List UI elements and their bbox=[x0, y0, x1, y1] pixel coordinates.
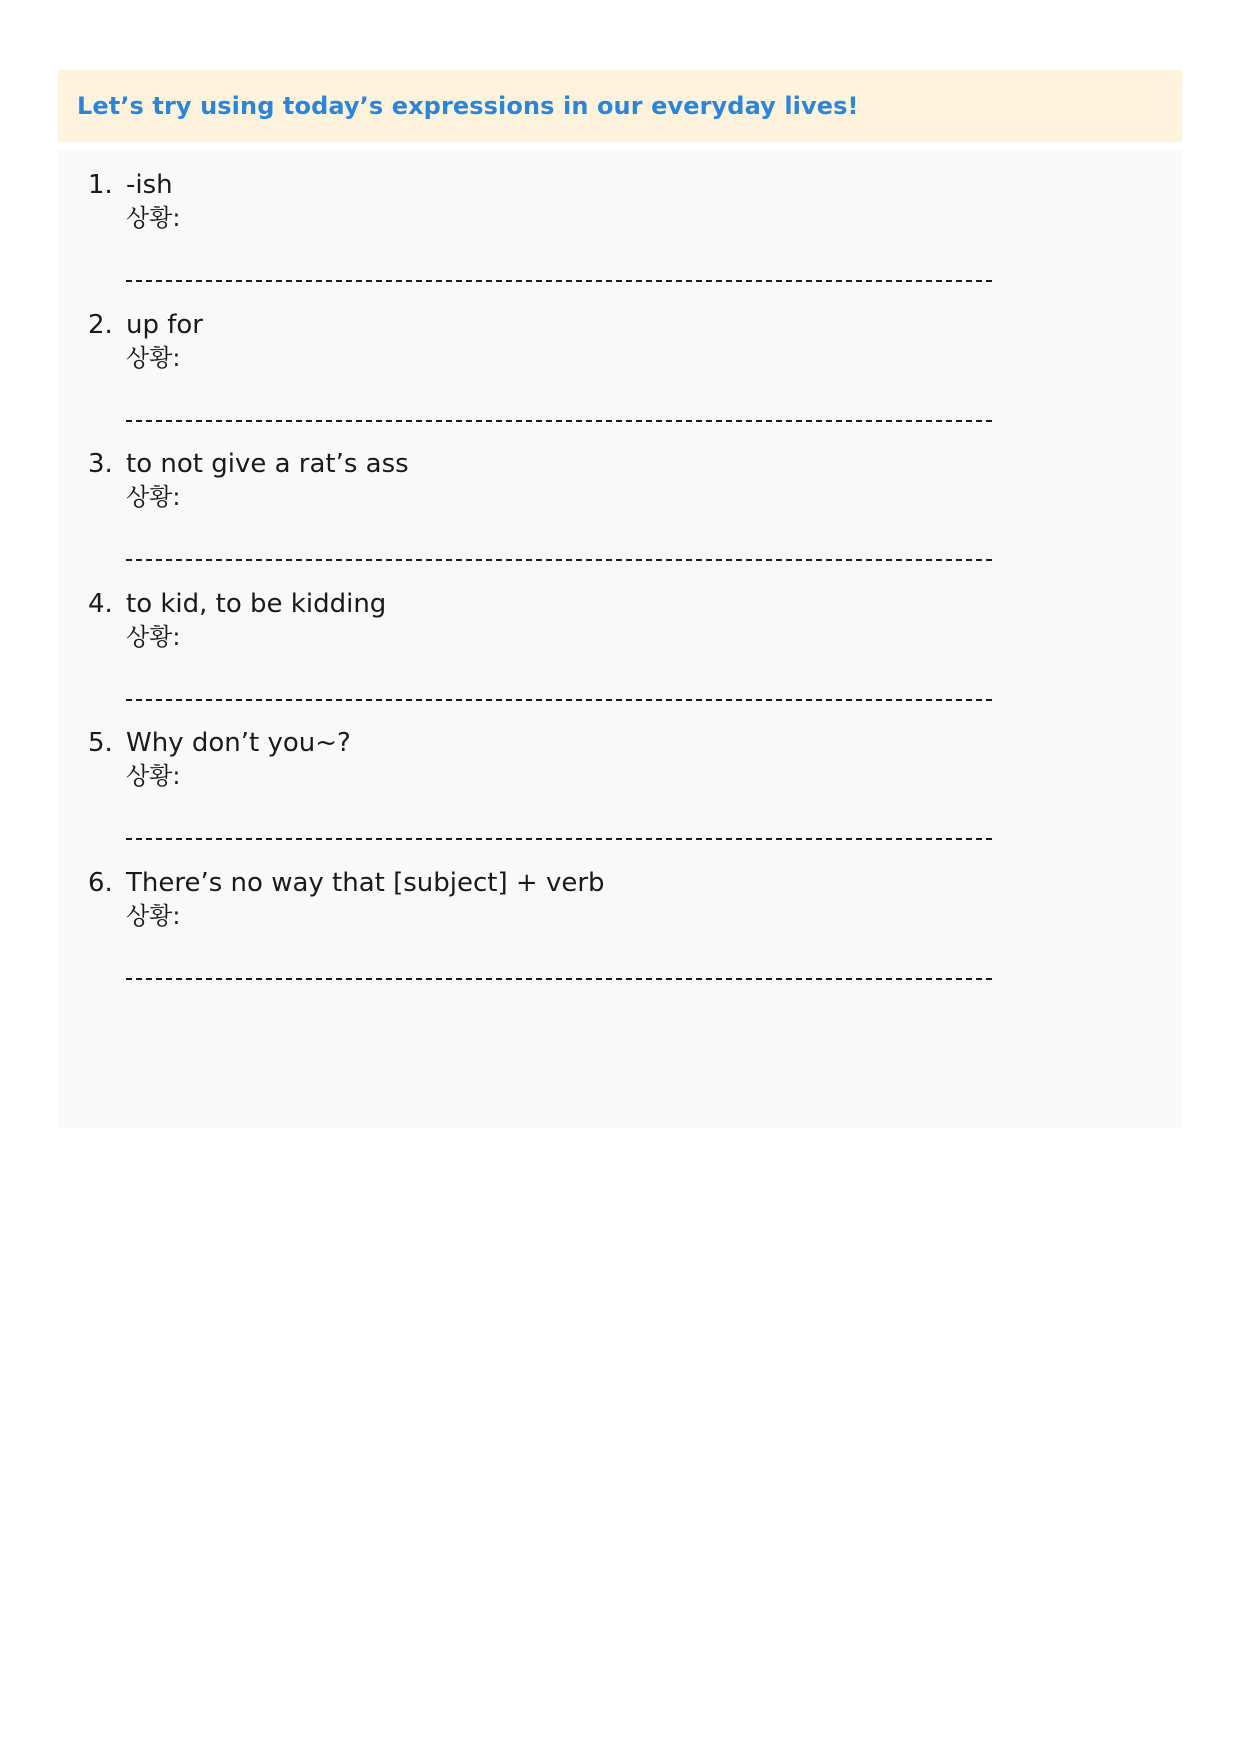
situation-label: 상황: bbox=[126, 204, 181, 232]
item-number: 1. bbox=[88, 170, 113, 200]
answer-blank-line bbox=[126, 838, 992, 840]
exercise-panel bbox=[58, 150, 1182, 1128]
list-item bbox=[88, 726, 1088, 866]
expression-text: to kid, to be kidding bbox=[126, 588, 387, 619]
item-number: 4. bbox=[88, 588, 113, 619]
item-number: 5. bbox=[88, 728, 113, 758]
situation-label: 상황: bbox=[126, 622, 181, 651]
item-number: 2. bbox=[88, 309, 113, 340]
answer-blank-line bbox=[126, 699, 992, 701]
list-item bbox=[88, 168, 1088, 308]
situation-label: 상황: bbox=[126, 483, 181, 511]
answer-blank-line bbox=[126, 420, 992, 422]
expression-text: to not give a rat’s ass bbox=[126, 449, 409, 479]
item-number: 3. bbox=[88, 449, 113, 479]
expression-text: -ish bbox=[126, 170, 173, 200]
list-item bbox=[88, 866, 1088, 1006]
list-item bbox=[88, 447, 1088, 587]
situation-label: 상황: bbox=[126, 901, 181, 930]
list-item bbox=[88, 587, 1088, 727]
situation-label: 상황: bbox=[126, 762, 181, 790]
list-item bbox=[88, 308, 1088, 448]
answer-blank-line bbox=[126, 280, 992, 282]
expression-list bbox=[88, 168, 1088, 1005]
answer-blank-line bbox=[126, 978, 992, 980]
expression-text: Why don’t you~? bbox=[126, 728, 351, 758]
expression-text: There’s no way that [subject] + verb bbox=[126, 867, 605, 898]
situation-label: 상황: bbox=[126, 343, 181, 372]
expression-text: up for bbox=[126, 309, 203, 340]
item-number: 6. bbox=[88, 867, 113, 898]
header-banner bbox=[58, 70, 1182, 142]
answer-blank-line bbox=[126, 559, 992, 561]
banner-title: Let’s try using today’s expressions in our everyday lives! bbox=[77, 92, 859, 120]
